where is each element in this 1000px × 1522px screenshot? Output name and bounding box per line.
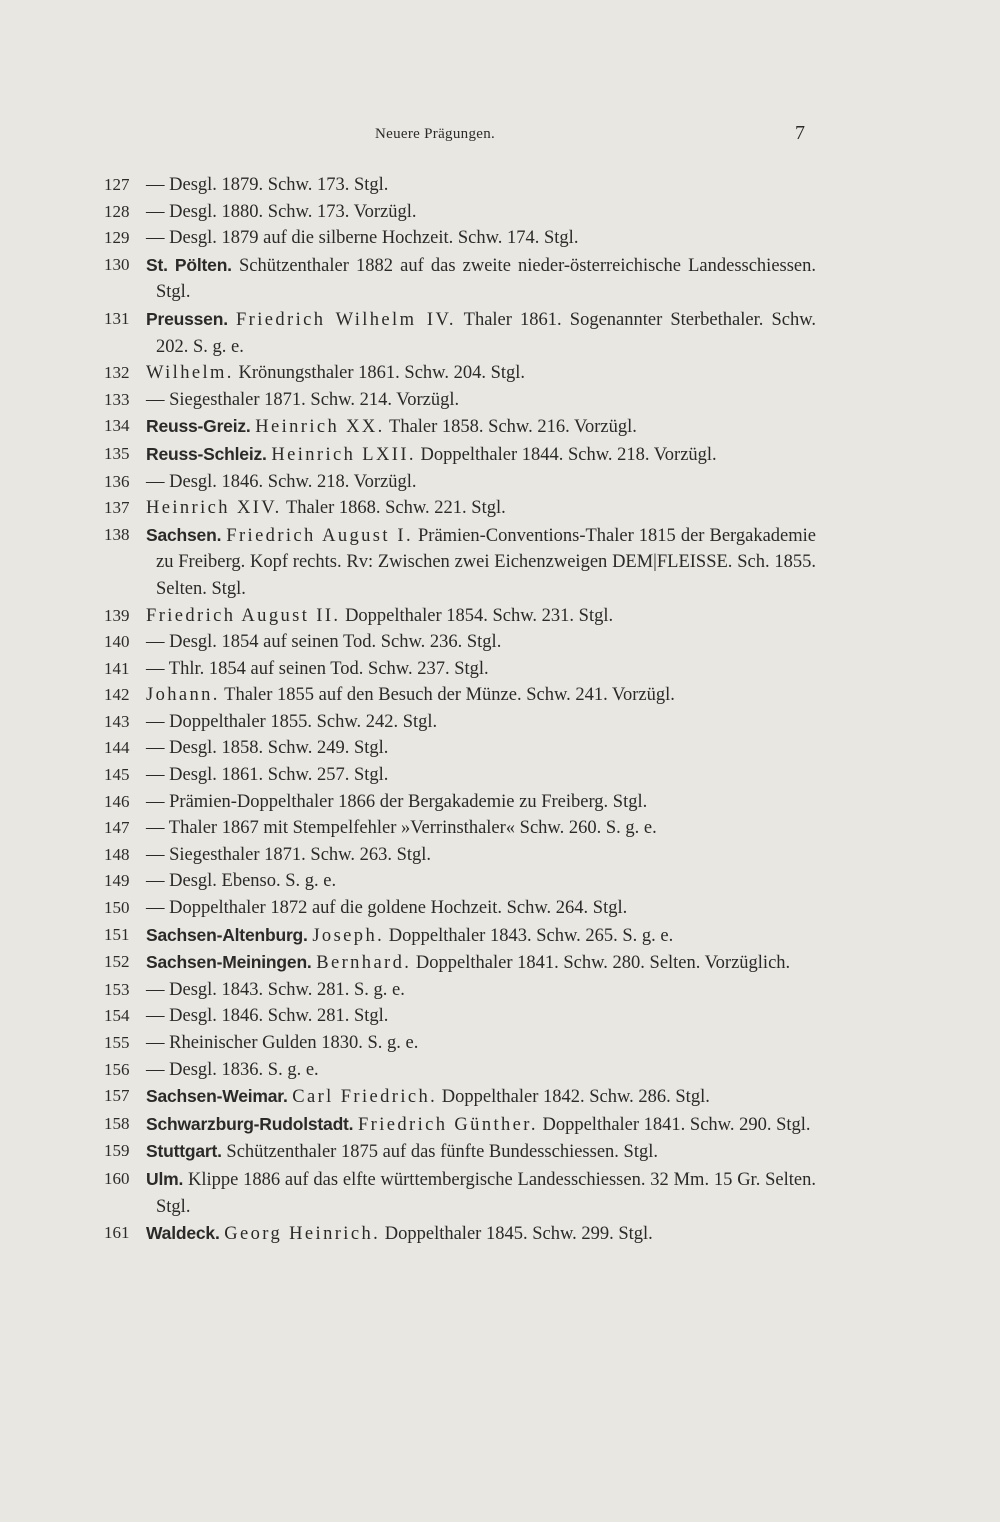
entry-number: 152 [104, 952, 130, 972]
entry-text: Klippe 1886 auf das elfte württembergische Landesschiessen. 32 Mm. 15 Gr. Selten. Stgl. [156, 1169, 817, 1217]
entry-body [146, 1220, 816, 1248]
entry-body [146, 977, 816, 1004]
entry-ruler: Friedrich August I. [226, 525, 413, 546]
catalogue-entry [104, 735, 816, 762]
catalogue-entry [104, 977, 816, 1004]
catalogue-entry [104, 1111, 816, 1139]
entry-number: 134 [104, 416, 130, 436]
entry-number: 150 [104, 898, 130, 918]
entry-place: Schwarzburg-Rudolstadt. [146, 1113, 354, 1134]
entry-text: — Desgl. 1858. Schw. 249. Stgl. [146, 738, 389, 759]
entry-text: — Doppelthaler 1855. Schw. 242. Stgl. [146, 711, 438, 732]
catalogue-entry [104, 762, 816, 789]
entry-number: 132 [104, 363, 130, 383]
entry-body [146, 1111, 816, 1139]
catalogue-entry [104, 1083, 816, 1111]
entry-number: 160 [104, 1168, 130, 1188]
entry-number: 141 [104, 658, 130, 678]
entry-body [146, 922, 816, 950]
page-header [0, 122, 1000, 152]
entry-place: Ulm. [146, 1168, 184, 1189]
entry-body [146, 1083, 816, 1111]
catalogue-entry [104, 1057, 816, 1084]
entry-number: 131 [104, 308, 130, 328]
entry-number: 140 [104, 632, 130, 652]
entry-body [146, 629, 816, 656]
entry-place: Reuss-Schleiz. [146, 443, 267, 464]
catalogue-entry [104, 413, 816, 441]
entry-text: Schützenthaler 1875 auf das fünfte Bundesschiessen. Stgl. [226, 1142, 658, 1163]
entry-text: Doppelthaler 1845. Schw. 299. Stgl. [384, 1224, 653, 1245]
entry-text: — Desgl. 1861. Schw. 257. Stgl. [146, 765, 389, 786]
entry-number: 148 [104, 844, 130, 864]
catalogue-entry [104, 441, 816, 469]
entry-place: Sachsen-Meiningen. [146, 952, 312, 973]
entry-text: Schützenthaler 1882 auf das zweite nieder-österreichische Landesschiessen. Stgl. [156, 255, 817, 303]
entry-number: 127 [104, 175, 130, 194]
entry-text: Prämien-Conventions-Thaler 1815 der Bergakademie zu Freiberg. Kopf rechts. Rv: Zwischen zwei Eichenzweigen DEM|FLEISSE. Sch. 1855. Selten. Stgl. [156, 525, 816, 599]
entry-body [146, 603, 816, 630]
catalogue-entry [104, 629, 816, 656]
catalogue-entry [104, 495, 816, 522]
entry-ruler: Georg Heinrich. [224, 1224, 381, 1245]
entry-body [146, 225, 816, 252]
entry-text: Krönungsthaler 1861. Schw. 204. Stgl. [238, 363, 526, 384]
entry-text: — Desgl. 1846. Schw. 281. Stgl. [146, 1006, 389, 1027]
entry-number: 153 [104, 979, 130, 999]
entry-body [146, 789, 816, 816]
entry-body [146, 895, 816, 922]
entry-ruler: Heinrich XIV. [146, 498, 282, 519]
entry-text: — Desgl. 1879. Schw. 173. Stgl. [146, 175, 389, 195]
entry-text: Thaler 1855 auf den Besuch der Münze. Schw. 241. Vorzügl. [224, 685, 675, 706]
catalogue-entry [104, 868, 816, 895]
entry-number: 128 [104, 201, 130, 221]
entry-number: 146 [104, 791, 130, 811]
entry-place: St. Pölten. [146, 254, 232, 275]
page-number: 7 [795, 122, 805, 144]
running-title: Neuere Prägungen. [375, 126, 496, 142]
entry-body [146, 1057, 816, 1084]
entry-place: Preussen. [146, 308, 228, 329]
entry-number: 130 [104, 254, 130, 274]
catalogue-entry [104, 1166, 816, 1220]
entry-number: 161 [104, 1223, 130, 1243]
entry-body [146, 735, 816, 762]
entry-body [146, 495, 816, 522]
entry-text: Thaler 1861. Sogenannter Sterbethaler. Schw. 202. S. g. e. [156, 309, 817, 357]
catalogue-entry [104, 225, 816, 252]
entry-number: 143 [104, 711, 130, 731]
entry-text: Doppelthaler 1841. Schw. 290. Stgl. [542, 1114, 811, 1135]
entry-number: 135 [104, 443, 130, 463]
entry-text: Doppelthaler 1854. Schw. 231. Stgl. [345, 605, 614, 626]
entry-number: 139 [104, 605, 130, 625]
catalogue-entry [104, 1003, 816, 1030]
catalogue-entry [104, 387, 816, 414]
entry-body [146, 1003, 816, 1030]
entry-body [146, 842, 816, 869]
entry-place: Sachsen-Altenburg. [146, 924, 308, 945]
catalogue-entry [104, 656, 816, 683]
entry-body [146, 306, 816, 360]
entry-text: — Prämien-Doppelthaler 1866 der Bergakademie zu Freiberg. Stgl. [146, 791, 648, 812]
entry-text: Doppelthaler 1842. Schw. 286. Stgl. [441, 1087, 710, 1108]
entry-number: 129 [104, 228, 130, 248]
entry-number: 137 [104, 498, 130, 518]
entry-ruler: Friedrich August II. [146, 605, 341, 626]
entry-text: — Thlr. 1854 auf seinen Tod. Schw. 237. Stgl. [146, 658, 489, 679]
entry-text: Doppelthaler 1841. Schw. 280. Selten. Vorzüglich. [415, 953, 791, 974]
catalogue-entry [104, 949, 816, 977]
catalogue-entry [104, 682, 816, 709]
catalogue-entry [104, 789, 816, 816]
entry-body [146, 360, 816, 387]
entry-body [146, 413, 816, 441]
entry-number: 147 [104, 818, 130, 838]
entry-number: 157 [104, 1086, 130, 1106]
entry-body [146, 441, 816, 469]
entry-text: Thaler 1868. Schw. 221. Stgl. [285, 498, 506, 519]
entry-ruler: Joseph. [312, 925, 385, 946]
entry-number: 145 [104, 765, 130, 785]
catalogue-entry [104, 469, 816, 496]
entry-number: 142 [104, 685, 130, 705]
entry-ruler: Wilhelm. [146, 363, 234, 384]
entry-text: — Desgl. 1880. Schw. 173. Vorzügl. [146, 201, 417, 222]
entry-text: — Doppelthaler 1872 auf die goldene Hochzeit. Schw. 264. Stgl. [146, 898, 628, 919]
entry-body [146, 656, 816, 683]
catalogue-entry [104, 522, 816, 603]
entry-ruler: Heinrich XX. [255, 417, 385, 438]
catalogue-entry [104, 603, 816, 630]
entry-place: Reuss-Greiz. [146, 416, 251, 437]
entry-ruler: Friedrich Günther. [357, 1114, 538, 1135]
catalogue-entry [104, 895, 816, 922]
entry-text: — Desgl. 1843. Schw. 281. S. g. e. [146, 979, 405, 1000]
entry-number: 133 [104, 389, 130, 409]
entry-body [146, 709, 816, 736]
entry-ruler: Bernhard. [316, 953, 412, 974]
entry-body [146, 868, 816, 895]
entry-body [146, 199, 816, 226]
catalogue-entry [104, 1220, 816, 1248]
entry-body [146, 469, 816, 496]
entry-body [146, 762, 816, 789]
catalogue-entry [104, 252, 816, 306]
entry-body [146, 949, 816, 977]
entry-text: Doppelthaler 1843. Schw. 265. S. g. e. [388, 925, 674, 946]
entry-number: 155 [104, 1033, 130, 1052]
entry-place: Sachsen-Weimar. [146, 1086, 288, 1107]
entry-text: Thaler 1858. Schw. 216. Vorzügl. [389, 417, 637, 438]
entry-body [146, 1166, 816, 1220]
entry-ruler: Heinrich LXII. [271, 444, 416, 465]
entry-number: 159 [104, 1141, 130, 1161]
entry-text: — Siegesthaler 1871. Schw. 214. Vorzügl. [146, 389, 460, 410]
catalogue-entry [104, 1138, 816, 1166]
catalogue-entry [104, 842, 816, 869]
catalogue-entry [104, 172, 816, 199]
entry-number: 151 [104, 924, 130, 944]
entry-number: 138 [104, 524, 130, 544]
entry-number: 136 [104, 471, 130, 491]
entry-body [146, 172, 816, 199]
entry-number: 154 [104, 1006, 130, 1026]
catalogue-entry [104, 306, 816, 360]
entry-text: — Thaler 1867 mit Stempelfehler »Verrinsthaler« Schw. 260. S. g. e. [146, 818, 657, 839]
entry-body [146, 1138, 816, 1166]
entry-number: 156 [104, 1059, 130, 1079]
entry-text: — Desgl. 1854 auf seinen Tod. Schw. 236. Stgl. [146, 632, 502, 653]
catalogue-entry [104, 360, 816, 387]
entry-place: Waldeck. [146, 1223, 220, 1244]
entry-ruler: Carl Friedrich. [292, 1087, 438, 1108]
catalogue-entry [104, 709, 816, 736]
entry-number: 158 [104, 1113, 130, 1133]
entry-text: Doppelthaler 1844. Schw. 218. Vorzügl. [420, 444, 717, 465]
entry-text: — Desgl. 1879 auf die silberne Hochzeit. Schw. 174. Stgl. [146, 228, 579, 249]
entry-place: Sachsen. [146, 524, 222, 545]
entry-place: Stuttgart. [146, 1141, 222, 1162]
catalogue-entry [104, 922, 816, 950]
entry-text: — Desgl. Ebenso. S. g. e. [146, 871, 337, 892]
catalogue-entry [104, 1030, 816, 1057]
catalogue-entry [104, 815, 816, 842]
entry-body [146, 815, 816, 842]
entry-ruler: Friedrich Wilhelm IV. [235, 309, 456, 330]
entry-body [146, 252, 816, 306]
catalogue-entry [104, 199, 816, 226]
entry-ruler: Johann. [146, 685, 220, 706]
entry-text: — Siegesthaler 1871. Schw. 263. Stgl. [146, 844, 432, 865]
entry-body [146, 522, 816, 603]
entry-text: — Desgl. 1846. Schw. 218. Vorzügl. [146, 471, 417, 492]
entry-text: — Rheinischer Gulden 1830. S. g. e. [146, 1033, 419, 1053]
entry-text: — Desgl. 1836. S. g. e. [146, 1059, 319, 1080]
entry-number: 149 [104, 871, 130, 891]
entry-body [146, 1030, 816, 1057]
entry-body [146, 682, 816, 709]
entry-body [146, 387, 816, 414]
entry-number: 144 [104, 738, 130, 758]
catalogue-entries [104, 172, 816, 1248]
